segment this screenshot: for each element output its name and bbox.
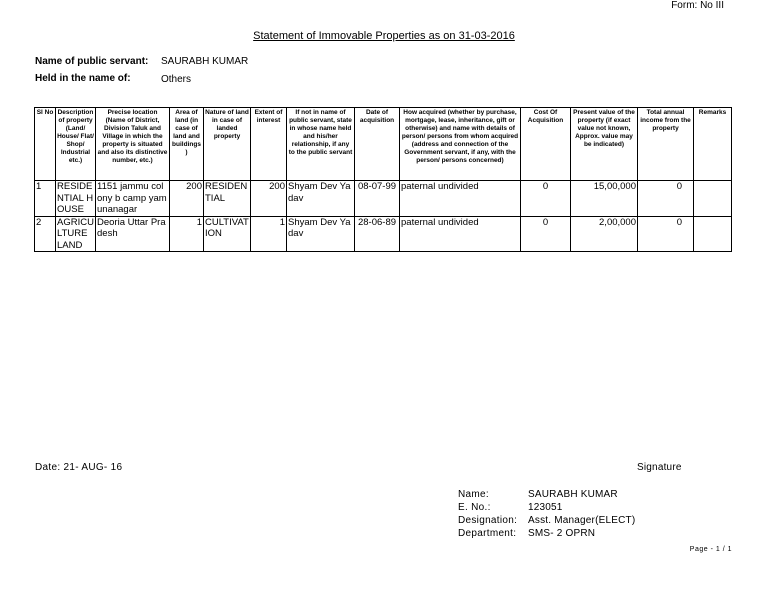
header-description: Description of property (Land/ House/ Flat/ Shop/ Industrial etc.) bbox=[56, 108, 96, 181]
signatory-eno: 123051 bbox=[528, 502, 563, 513]
cell-nature: RESIDENTIAL bbox=[204, 181, 251, 217]
cell-present-value: 2,00,000 bbox=[571, 216, 638, 252]
header-sl-no: Sl No bbox=[35, 108, 56, 181]
cell-description: RESIDENTIAL HOUSE bbox=[56, 181, 96, 217]
held-in-name-label: Held in the name of: bbox=[35, 73, 131, 84]
signatory-name: SAURABH KUMAR bbox=[528, 489, 618, 500]
cell-area: 1 bbox=[170, 216, 204, 252]
document-title-text: Statement of Immovable Properties as on 31-03-2016 bbox=[253, 30, 515, 42]
cell-location: Deoria Uttar Pradesh bbox=[96, 216, 170, 252]
table-row bbox=[35, 216, 732, 252]
cell-sl-no: 1 bbox=[35, 181, 56, 217]
header-nature: Nature of land in case of landed property bbox=[204, 108, 251, 181]
cell-description: AGRICULTURE LAND bbox=[57, 216, 94, 251]
header-remarks: Remarks bbox=[694, 108, 732, 181]
properties-table-container bbox=[34, 107, 731, 252]
cell-sl-no: 2 bbox=[35, 216, 56, 252]
servant-name-value: SAURABH KUMAR bbox=[161, 56, 249, 67]
signatory-department: SMS- 2 OPRN bbox=[528, 528, 596, 539]
cell-nature: CULTIVATION bbox=[204, 216, 251, 252]
header-location: Precise location (Name of District, Division Taluk and Village in which the property is situated and also its distinctive number, etc.) bbox=[96, 108, 170, 181]
cell-extent: 1 bbox=[251, 216, 287, 252]
signatory-designation: Asst. Manager(ELECT) bbox=[528, 515, 636, 526]
cell-remarks bbox=[694, 216, 732, 252]
cell-cost: 0 bbox=[521, 216, 571, 252]
cell-extent: 200 bbox=[251, 181, 287, 217]
cell-held-by: Shyam Dev Yadav bbox=[287, 181, 355, 217]
header-how-acquired: How acquired (whether by purchase, mortgage, lease, inheritance, gift or otherwise) and name with details of person/ persons from whom acquired (address and connection of the Government servant, if any, with the person/ persons concerned) bbox=[400, 108, 521, 181]
servant-name-label: Name of public servant: bbox=[35, 56, 149, 67]
page-number: Page - 1 / 1 bbox=[689, 546, 732, 553]
properties-table bbox=[34, 107, 732, 252]
cell-cost: 0 bbox=[521, 181, 571, 217]
header-date: Date of acquisition bbox=[355, 108, 400, 181]
signature-label: Signature bbox=[637, 462, 682, 473]
cell-remarks bbox=[694, 181, 732, 217]
cell-held-by: Shyam Dev Yadav bbox=[287, 216, 355, 252]
cell-how-acquired: paternal undivided bbox=[400, 216, 521, 252]
header-area: Area of land (in case of land and buildings ) bbox=[170, 108, 204, 181]
signatory-department-label: Department: bbox=[458, 528, 517, 539]
header-income: Total annual income from the property bbox=[638, 108, 694, 181]
cell-income: 0 bbox=[638, 181, 694, 217]
table-header-row bbox=[35, 108, 732, 181]
cell-income: 0 bbox=[638, 216, 694, 252]
signatory-eno-label: E. No.: bbox=[458, 502, 491, 513]
table-row bbox=[35, 181, 732, 217]
cell-location: 1151 jammu colony b camp yamunanagar bbox=[96, 181, 170, 217]
signatory-name-label: Name: bbox=[458, 489, 489, 500]
form-number: Form: No III bbox=[671, 0, 724, 11]
header-held-by: If not in name of public servant, state in whose name held and his/her relationship, if any to the public servant bbox=[287, 108, 355, 181]
held-in-name-value: Others bbox=[161, 74, 192, 85]
cell-date: 28-06-89 bbox=[355, 216, 400, 252]
signatory-designation-label: Designation: bbox=[458, 515, 518, 526]
cell-present-value: 15,00,000 bbox=[571, 181, 638, 217]
cell-how-acquired: paternal undivided bbox=[400, 181, 521, 217]
header-present-value: Present value of the property (if exact value not known, Approx. value may be indicated) bbox=[571, 108, 638, 181]
header-extent: Extent of interest bbox=[251, 108, 287, 181]
cell-date: 08-07-99 bbox=[355, 181, 400, 217]
header-cost: Cost Of Acquisition bbox=[521, 108, 571, 181]
cell-area: 200 bbox=[170, 181, 204, 217]
statement-date: Date: 21- AUG- 16 bbox=[35, 462, 123, 473]
document-title bbox=[0, 30, 768, 42]
